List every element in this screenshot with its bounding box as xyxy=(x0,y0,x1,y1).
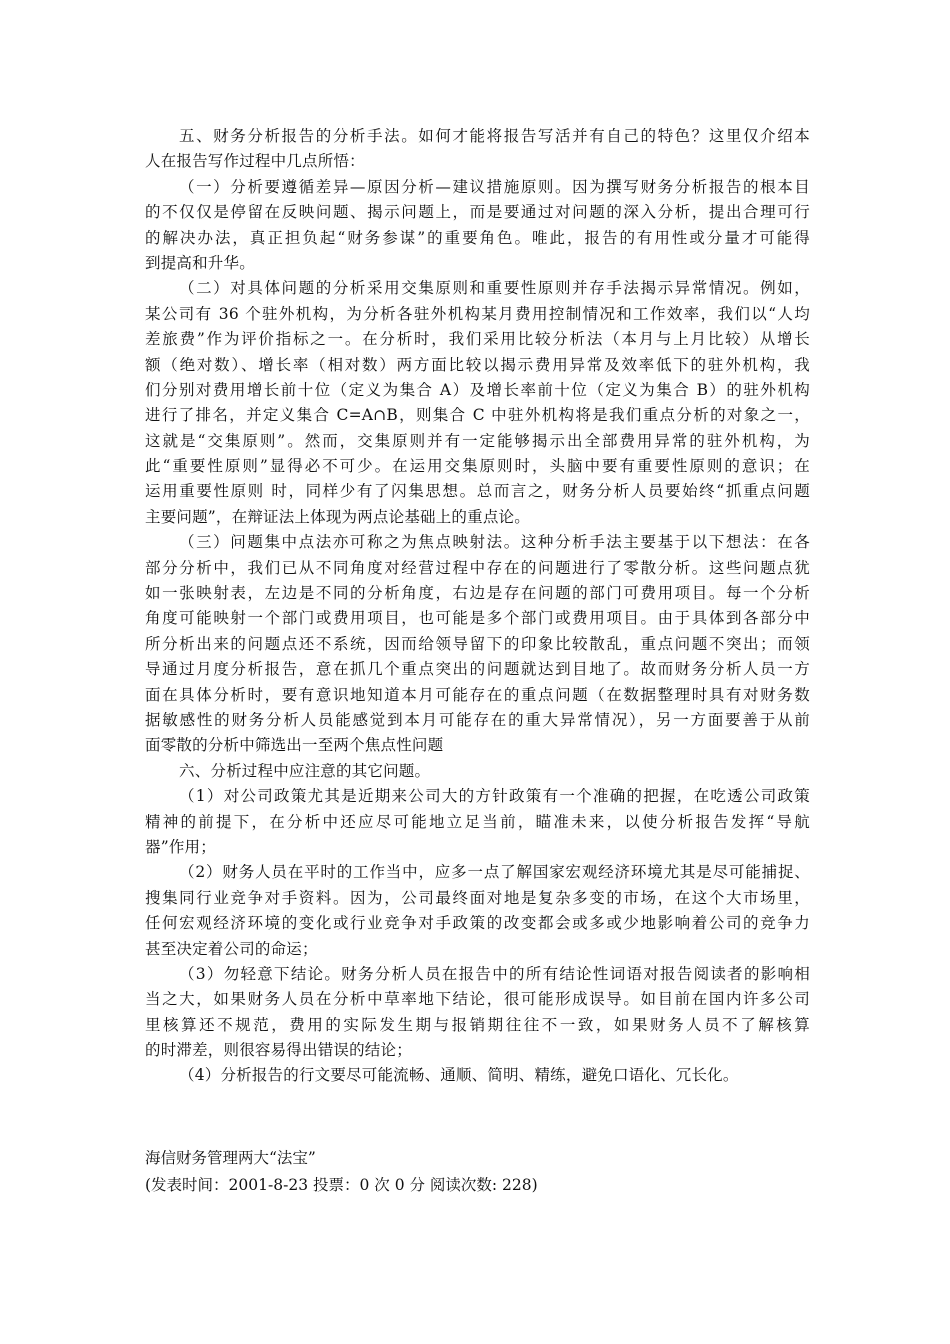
text-line: 额（绝对数）、增长率（相对数）两方面比较以揭示费用异常及效率低下的驻外机构，我 xyxy=(145,355,810,374)
text-line: 这就是“交集原则”。然而，交集原则并有一定能够揭示出全部费用异常的驻外机构，为 xyxy=(145,431,810,450)
text-line: 人在报告写作过程中几点所悟： xyxy=(145,152,365,171)
article-footer xyxy=(145,1145,810,1199)
text-line: 到提高和升华。 xyxy=(145,253,255,272)
text-line: 据敏感性的财务分析人员能感觉到本月可能存在的重大异常情况），另一方面要善于从前 xyxy=(145,710,810,729)
text-line: 搜集同行业竞争对手资料。因为，公司最终面对地是复杂多变的市场，在这个大市场里， xyxy=(145,888,810,907)
text-line: 运用重要性原则 时，同样少有了闪集思想。总而言之，财务分析人员要始终“抓重点问题 xyxy=(145,482,810,501)
text-line: 差旅费”作为评价指标之一。在分析时，我们采用比较分析法（本月与上月比较）从增长 xyxy=(145,330,810,349)
text-line: （4）分析报告的行文要尽可能流畅、通顺、简明、精练，避免口语化、冗长化。 xyxy=(179,1066,739,1085)
text-line: 面零散的分析中筛选出一至两个焦点性问题 xyxy=(145,736,444,755)
text-line: 角度可能映射一个部门或费用项目，也可能是多个部门或费用项目。由于具体到各部分中 xyxy=(145,609,810,628)
text-line: 里核算还不规范，费用的实际发生期与报销期往往不一致，如果财务人员不了解核算 xyxy=(145,1015,810,1034)
text-line: 甚至决定着公司的命运； xyxy=(145,939,318,958)
text-line: 们分别对费用增长前十位（定义为集合 A）及增长率前十位（定义为集合 B）的驻外机构 xyxy=(145,380,810,399)
text-line: （3）勿轻意下结论。财务分析人员在报告中的所有结论性词语对报告阅读者的影响相 xyxy=(179,964,810,983)
next-article-title: 海信财务管理两大“法宝” xyxy=(145,1149,316,1167)
text-line: 面在具体分析时，要有意识地知道本月可能存在的重点问题（在数据整理时具有对财务数 xyxy=(145,685,810,704)
text-line: 任何宏观经济环境的变化或行业竞争对手政策的改变都会或多或少地影响着公司的竞争力 xyxy=(145,914,810,933)
text-line: 某公司有 36 个驻外机构，为分析各驻外机构某月费用控制情况和工作效率，我们以“人均 xyxy=(145,304,810,323)
text-line: 的解决办法，真正担负起“财务参谋”的重要角色。唯此，报告的有用性或分量才可能得 xyxy=(145,228,810,247)
text-line: 精神的前提下，在分析中还应尽可能地立足当前，瞄准未来，以使分析报告发挥“导航 xyxy=(145,812,810,831)
text-line: 所分析出来的问题点还不系统，因而给领导留下的印象比较散乱，重点问题不突出；而领 xyxy=(145,634,810,653)
text-line: （2）财务人员在平时的工作当中，应多一点了解国家宏观经济环境尤其是尽可能捕捉、 xyxy=(179,863,810,882)
text-line: （一）分析要遵循差异—原因分析—建议措施原则。因为撰写财务分析报告的根本目 xyxy=(179,177,810,196)
text-line: （二）对具体问题的分析采用交集原则和重要性原则并存手法揭示异常情况。例如， xyxy=(179,279,810,298)
publish-meta: (发表时间：2001-8-23 投票：0 次 0 分 阅读次数: 228) xyxy=(145,1176,538,1194)
text-line: 器”作用； xyxy=(145,837,216,856)
text-line: 主要问题”，在辩证法上体现为两点论基础上的重点论。 xyxy=(145,507,530,526)
text-line: 五、财务分析报告的分析手法。如何才能将报告写活并有自己的特色？这里仅介绍本 xyxy=(179,127,810,145)
text-line: 导通过月度分析报告，意在抓几个重点突出的问题就达到目地了。故而财务分析人员一方 xyxy=(145,660,810,679)
text-line: 如一张映射表，左边是不同的分析角度，右边是存在问题的部门可费用项目。每一个分析 xyxy=(145,584,810,603)
text-line: 的不仅仅是停留在反映问题、揭示问题上，而是要通过对问题的深入分析，提出合理可行 xyxy=(145,203,810,222)
text-line: 当之大，如果财务人员在分析中草率地下结论，很可能形成误导。如目前在国内许多公司 xyxy=(145,990,810,1009)
text-line: 此“重要性原则”显得必不可少。在运用交集原则时，头脑中要有重要性原则的意识；在 xyxy=(145,457,810,476)
text-line: 的时滞差，则很容易得出错误的结论； xyxy=(145,1041,412,1060)
text-line: （1）对公司政策尤其是近期来公司大的方针政策有一个准确的把握，在吃透公司政策 xyxy=(179,787,810,806)
text-line: 进行了排名，并定义集合 C=A∩B，则集合 C 中驻外机构将是我们重点分析的对象之一， xyxy=(145,406,810,425)
text-line: 六、分析过程中应注意的其它问题。 xyxy=(179,761,431,780)
text-line: 部分分析中，我们已从不同角度对经营过程中存在的问题进行了零散分析。这些问题点犹 xyxy=(145,558,810,577)
article-body xyxy=(145,124,810,1089)
text-line: （三）问题集中点法亦可称之为焦点映射法。这种分析手法主要基于以下想法：在各 xyxy=(179,533,810,552)
